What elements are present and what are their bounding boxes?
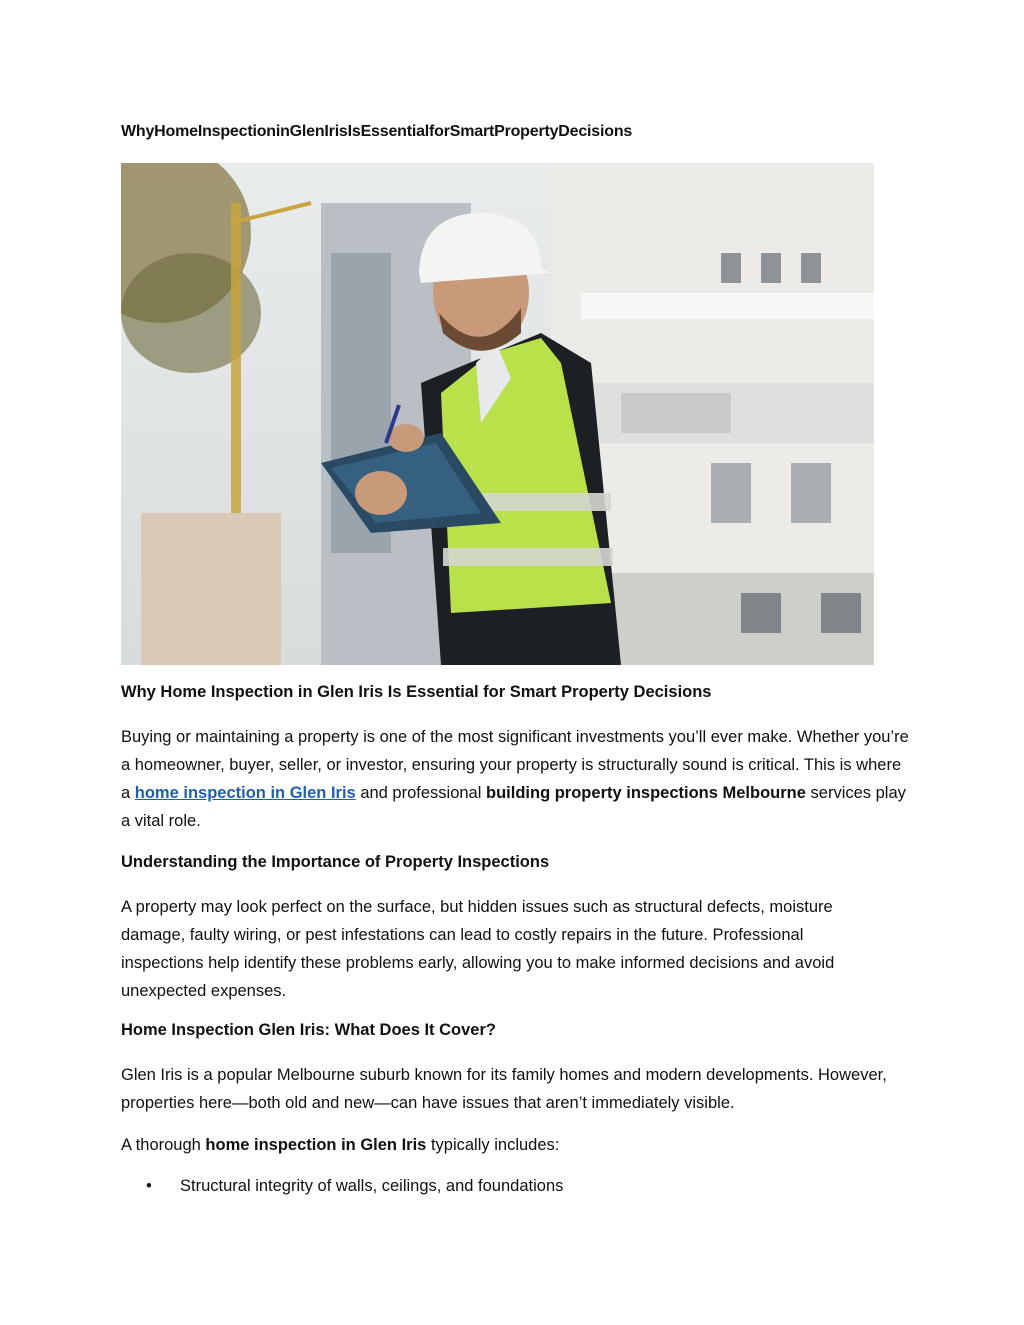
includes-bold: home inspection in Glen Iris — [205, 1136, 427, 1154]
inspector-photo — [121, 163, 874, 665]
intro-text-3: services play a vital role. — [121, 784, 906, 830]
intro-text-1: Buying or maintaining a property is one of the most significant investments you’ll ever make. Whether you’re a homeowner, buyer, seller, or investor, ensuring your property is structurally sound is critical. This is where a — [121, 728, 909, 802]
intro-paragraph — [121, 723, 911, 835]
includes-text-2: typically includes: — [426, 1136, 560, 1154]
includes-text-1: A thorough — [121, 1136, 206, 1154]
bullet-item: Structural integrity of walls, ceilings, and foundations — [180, 1177, 564, 1195]
heading-coverage: Home Inspection Glen Iris: What Does It Cover? — [121, 1021, 496, 1039]
coverage-text: Glen Iris is a popular Melbourne suburb known for its family homes and modern developments. However, properties here—both old and new—can have issues that aren’t immediately visible. — [121, 1066, 887, 1112]
document-title: WhyHomeInspectioninGlenIrisIsEssentialforSmartPropertyDecisions — [121, 123, 633, 140]
importance-paragraph — [121, 893, 881, 1005]
home-inspection-link[interactable]: home inspection in Glen Iris — [134, 784, 356, 802]
heading-main: Why Home Inspection in Glen Iris Is Essential for Smart Property Decisions — [121, 683, 712, 701]
importance-text: A property may look perfect on the surface, but hidden issues such as structural defects, moisture damage, faulty wiring, or pest infestations can lead to costly repairs in the future. Professional inspections help identify these problems early, allowing you to make informed decisions and avoid unexpected expenses. — [121, 898, 835, 1000]
bullet-marker: • — [146, 1177, 152, 1195]
intro-text-2: and professional — [355, 784, 486, 802]
heading-importance: Understanding the Importance of Property Inspections — [121, 853, 550, 871]
intro-bold-services: building property inspections Melbourne — [486, 784, 806, 802]
includes-lead — [121, 1131, 911, 1159]
hero-image — [121, 163, 874, 665]
coverage-paragraph — [121, 1061, 911, 1117]
bullet-list — [146, 1174, 563, 1198]
